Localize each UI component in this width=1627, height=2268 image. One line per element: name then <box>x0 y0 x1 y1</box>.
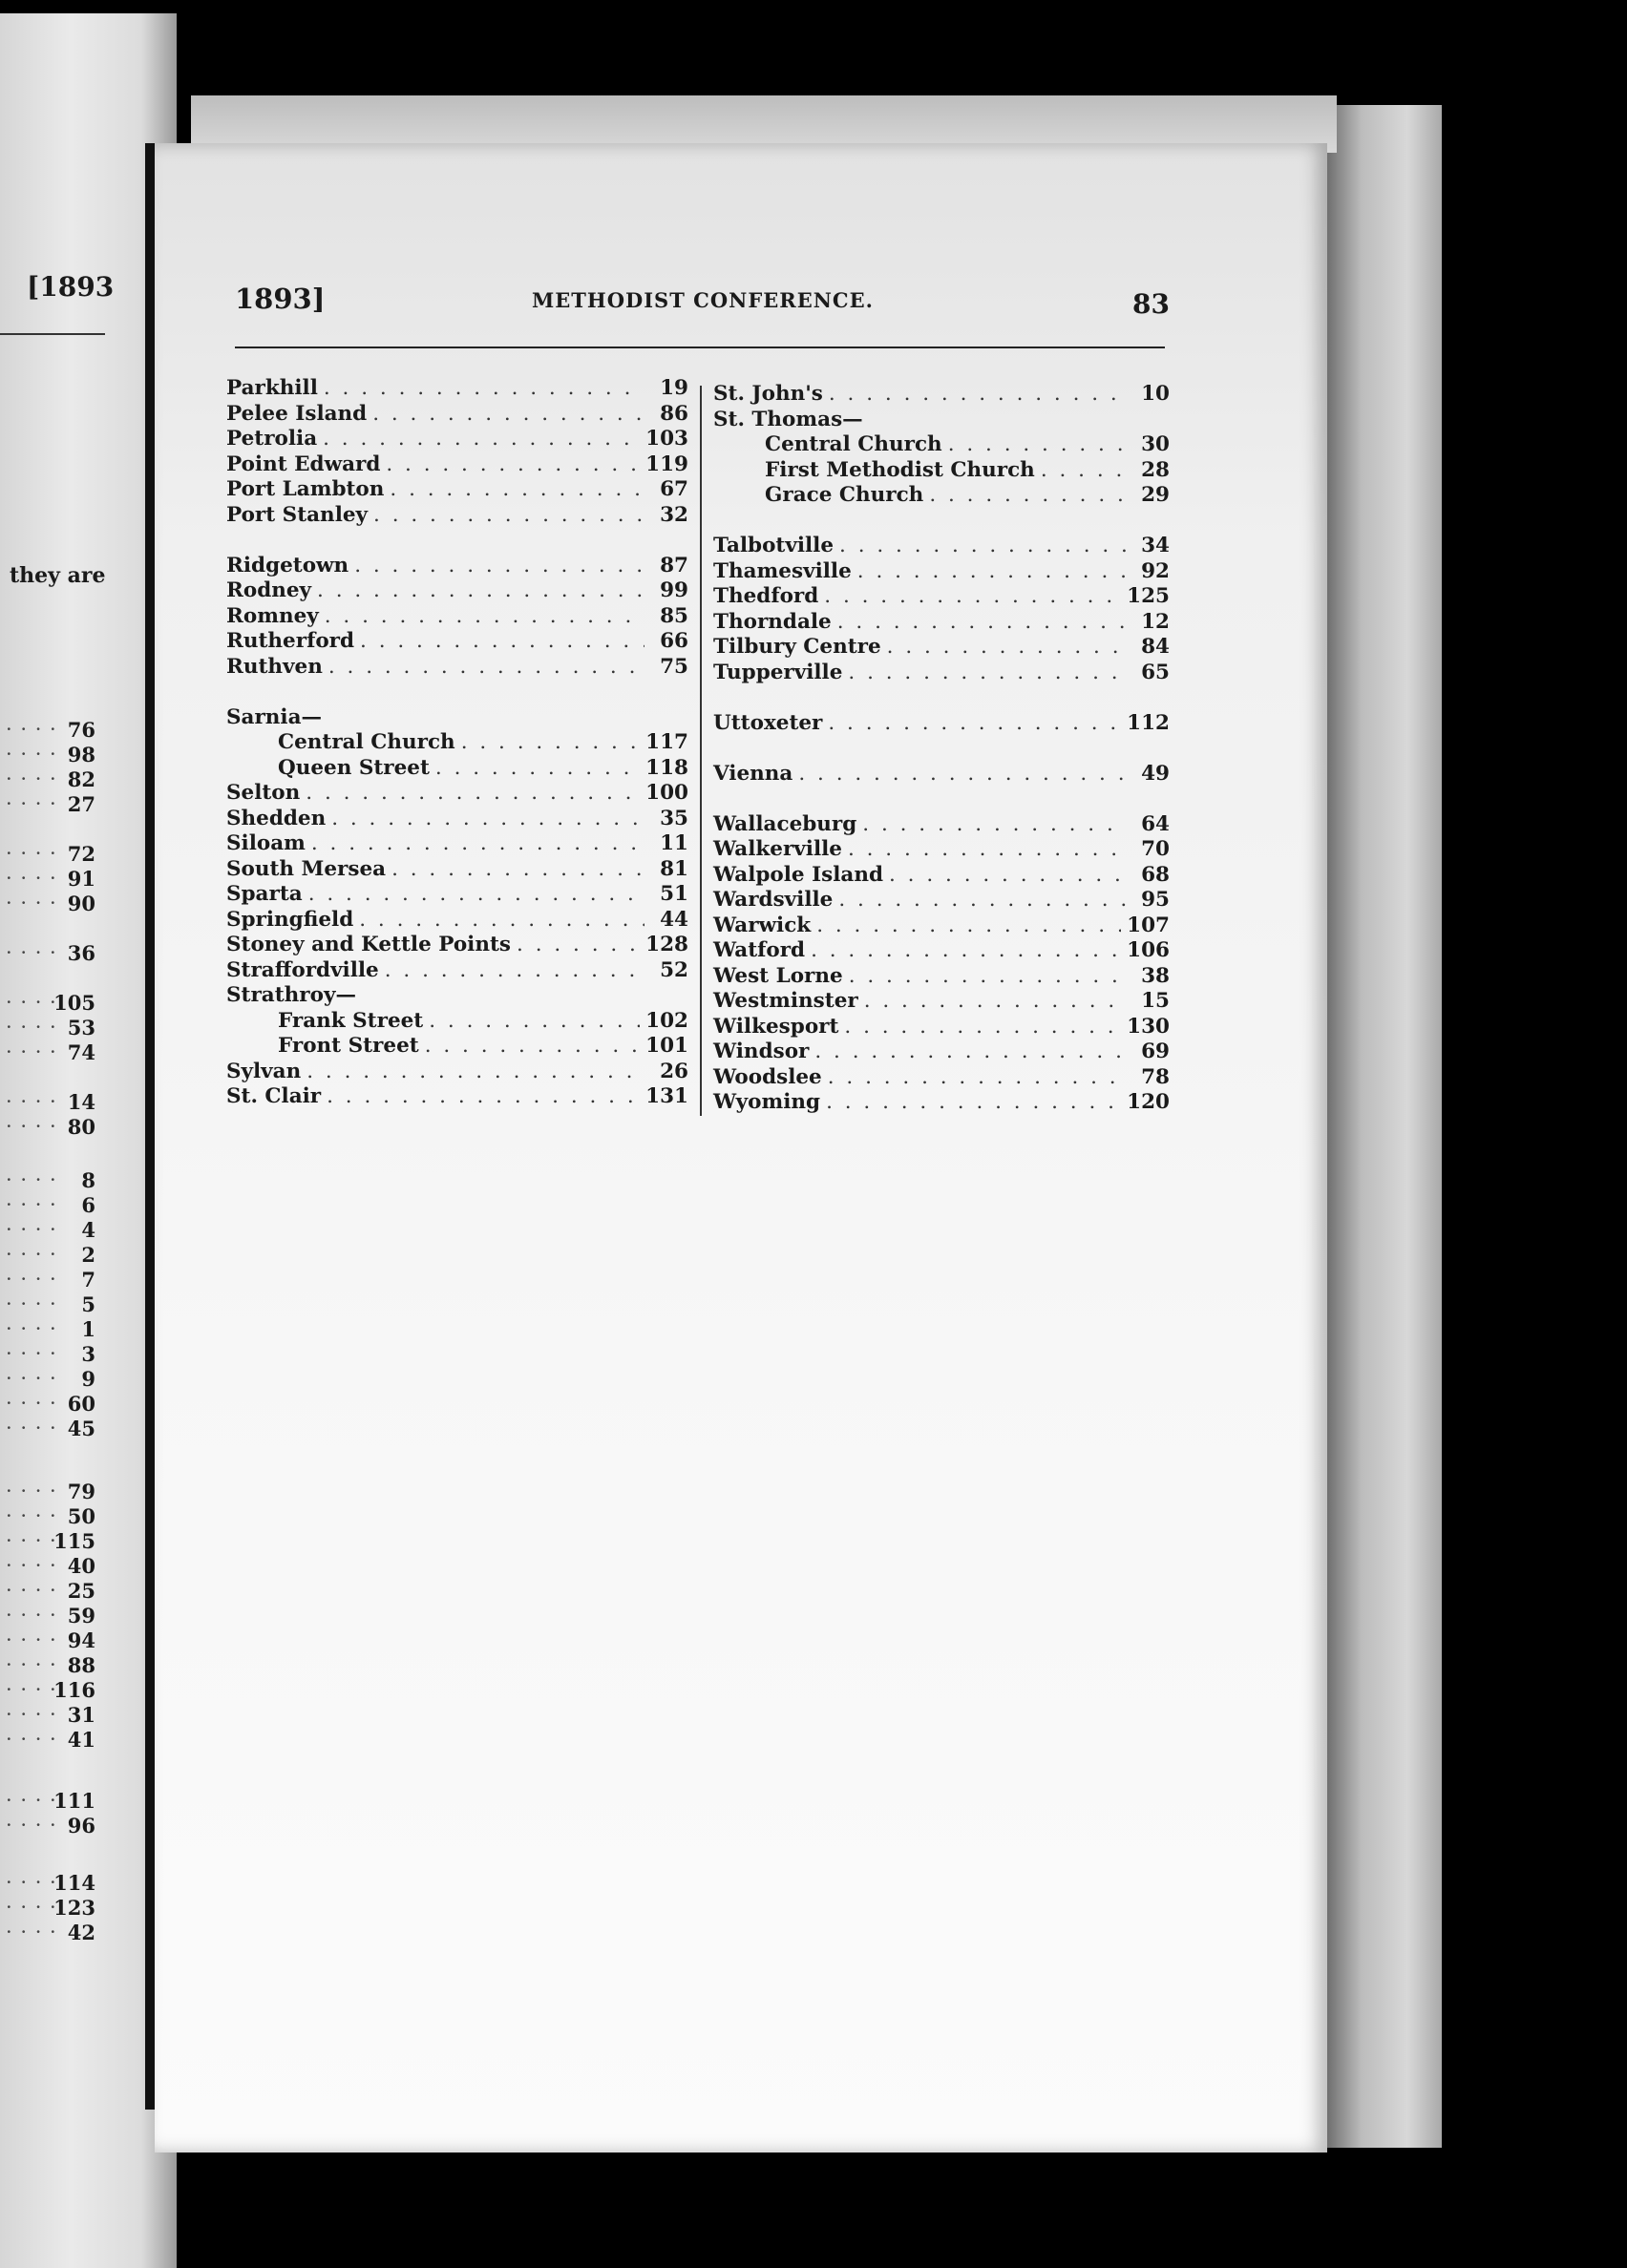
entry-gap <box>226 528 688 554</box>
left-page-number: · · · · 42 <box>0 1921 95 1944</box>
leader-dots <box>814 1040 1126 1065</box>
entry-name: West Lorne <box>713 963 843 988</box>
entry-number: 106 <box>1127 938 1170 962</box>
index-entry <box>713 584 1170 610</box>
column-divider <box>700 386 702 1116</box>
index-entry <box>713 1015 1170 1040</box>
entry-number: 68 <box>1141 862 1170 887</box>
entry-number: 52 <box>660 957 688 982</box>
entry-name: Petrolia <box>226 427 318 451</box>
entry-name: Frank Street <box>278 1008 424 1033</box>
entry-number: 85 <box>660 603 688 628</box>
entry-name: Wyoming <box>713 1090 821 1114</box>
entry-name: Warwick <box>713 913 812 937</box>
entry-name: Thamesville <box>713 558 852 583</box>
entry-number: 28 <box>1141 457 1170 482</box>
entry-name: Ridgetown <box>226 553 349 578</box>
entry-number: 103 <box>645 427 688 451</box>
left-page-number: · · · · 74 <box>0 1040 95 1064</box>
leader-dots <box>837 610 1126 636</box>
index-entry <box>713 1090 1170 1116</box>
left-page-number: · · · · 82 <box>0 767 95 791</box>
leader-dots <box>848 661 1126 686</box>
leader-dots <box>849 964 1126 990</box>
left-page-number: · · · · 91 <box>0 867 95 891</box>
index-entry <box>713 812 1170 838</box>
left-page-number: · · · · 25 <box>0 1579 95 1603</box>
index-entry <box>226 655 688 681</box>
entry-number: 75 <box>660 654 688 679</box>
leader-dots <box>948 432 1126 458</box>
leader-dots <box>816 914 1121 939</box>
left-page-number: · · · · 53 <box>0 1016 95 1040</box>
entry-number: 26 <box>660 1059 688 1083</box>
index-entry <box>226 1009 688 1035</box>
left-page-number: · · · · 50 <box>0 1504 95 1528</box>
entry-gap <box>713 787 1170 812</box>
leader-dots <box>887 635 1126 661</box>
entry-number: 128 <box>645 933 688 956</box>
index-entry <box>226 857 688 883</box>
left-page-number: · · · · 27 <box>0 792 95 816</box>
index-column-left <box>226 376 688 1110</box>
entry-name: Uttoxeter <box>713 710 823 735</box>
left-page-number: · · · · 96 <box>0 1814 95 1838</box>
leader-dots <box>306 1060 644 1085</box>
entry-name: St. Clair <box>226 1084 322 1108</box>
index-entry <box>226 503 688 529</box>
entry-number: 120 <box>1127 1090 1170 1114</box>
leader-dots <box>386 452 640 478</box>
left-page-number: · · · · 114 <box>0 1871 95 1895</box>
entry-number: 65 <box>1141 660 1170 684</box>
entry-name: Stoney and Kettle Points <box>226 933 512 956</box>
entry-number: 29 <box>1141 483 1170 507</box>
entry-name: Sarnia— <box>226 704 323 729</box>
entry-name: Straffordville <box>226 957 379 982</box>
entry-number: 130 <box>1127 1014 1170 1039</box>
index-entry <box>226 629 688 655</box>
index-entry <box>713 863 1170 889</box>
index-entry <box>226 1034 688 1060</box>
index-entry <box>713 964 1170 990</box>
index-entry <box>713 432 1170 458</box>
entry-number: 35 <box>660 806 688 830</box>
index-group-heading <box>713 408 1170 433</box>
entry-number: 131 <box>645 1084 688 1108</box>
entry-number: 10 <box>1141 382 1170 406</box>
leader-dots <box>824 584 1121 610</box>
left-page-rule <box>0 333 105 335</box>
index-entry <box>226 756 688 782</box>
left-page-number: · · · · 80 <box>0 1115 95 1139</box>
leader-dots <box>889 863 1126 889</box>
leader-dots <box>359 908 644 934</box>
leader-dots <box>325 604 644 630</box>
leader-dots <box>391 857 644 883</box>
index-entry <box>713 534 1170 559</box>
entry-name: St. John's <box>713 382 823 406</box>
leader-dots <box>372 402 644 428</box>
entry-number: 107 <box>1127 913 1170 937</box>
entry-number: 44 <box>660 907 688 932</box>
left-page-number: · · · · 8 <box>0 1168 95 1192</box>
left-page-number: · · · · 4 <box>0 1218 95 1242</box>
left-page-number: · · · · 9 <box>0 1367 95 1391</box>
leader-dots <box>828 1065 1126 1091</box>
running-header-title: METHODIST CONFERENCE. <box>532 288 874 312</box>
index-entry <box>226 1084 688 1110</box>
leader-dots <box>331 807 644 832</box>
leader-dots <box>385 958 644 984</box>
left-page-number: · · · · 111 <box>0 1789 95 1813</box>
entry-number: 101 <box>645 1034 688 1058</box>
leader-dots <box>839 534 1126 559</box>
index-group-heading <box>226 705 688 731</box>
left-page-number: · · · · 105 <box>0 991 95 1015</box>
right-page <box>155 143 1327 2152</box>
entry-name: Shedden <box>226 806 327 830</box>
index-entry <box>713 888 1170 914</box>
left-page-number: · · · · 1 <box>0 1317 95 1341</box>
page-edge <box>1327 105 1442 2148</box>
entry-number: 87 <box>660 553 688 578</box>
leader-dots <box>857 559 1126 585</box>
left-page-number: · · · · 41 <box>0 1728 95 1752</box>
index-entry <box>226 604 688 630</box>
left-page-number: · · · · 115 <box>0 1529 95 1553</box>
entry-name: Watford <box>713 938 806 962</box>
left-page-number: · · · · 45 <box>0 1417 95 1440</box>
leader-dots <box>306 781 640 807</box>
index-entry <box>226 376 688 402</box>
left-page-number: · · · · 36 <box>0 941 95 965</box>
index-group-heading <box>226 983 688 1009</box>
entry-name: Rutherford <box>226 629 355 653</box>
book-gutter <box>145 143 155 2110</box>
leader-dots <box>798 762 1126 788</box>
running-header-year: 1893] <box>235 283 326 315</box>
left-page-number: · · · · 76 <box>0 718 95 742</box>
entry-number: 119 <box>645 452 688 476</box>
entry-number: 100 <box>645 781 688 805</box>
leader-dots <box>838 888 1126 914</box>
leader-dots <box>390 477 644 503</box>
leader-dots <box>429 1009 640 1035</box>
left-page-number: · · · · 3 <box>0 1342 95 1366</box>
entry-number: 81 <box>660 856 688 881</box>
entry-number: 70 <box>1141 837 1170 861</box>
left-page-number: · · · · 123 <box>0 1896 95 1920</box>
leader-dots <box>328 655 644 681</box>
left-page-header: [1893 <box>27 271 115 303</box>
entry-number: 11 <box>660 831 688 855</box>
entry-number: 30 <box>1141 432 1170 456</box>
left-page-number: · · · · 59 <box>0 1604 95 1628</box>
entry-number: 95 <box>1141 888 1170 912</box>
leader-dots <box>425 1034 640 1060</box>
index-entry <box>226 477 688 503</box>
entry-number: 118 <box>645 755 688 780</box>
leader-dots <box>848 837 1126 863</box>
index-entry <box>713 382 1170 408</box>
entry-name: Westminster <box>713 989 858 1013</box>
index-entry <box>713 458 1170 484</box>
index-entry <box>713 610 1170 636</box>
page-number: 83 <box>1132 288 1170 320</box>
entry-number: 117 <box>645 730 688 754</box>
index-entry <box>226 958 688 984</box>
index-entry <box>713 914 1170 939</box>
entry-name: South Mersea <box>226 856 387 881</box>
leader-dots <box>324 376 644 402</box>
index-entry <box>226 1060 688 1085</box>
entry-name: Tilbury Centre <box>713 635 881 659</box>
index-entry <box>713 559 1170 585</box>
left-page-number: · · · · 40 <box>0 1554 95 1578</box>
left-page-number: · · · · 7 <box>0 1268 95 1292</box>
index-entry <box>713 837 1170 863</box>
leader-dots <box>811 938 1121 964</box>
index-entry <box>226 831 688 857</box>
entry-name: Walpole Island <box>713 862 884 887</box>
index-entry <box>226 427 688 452</box>
entry-number: 34 <box>1141 534 1170 557</box>
leader-dots <box>323 427 640 452</box>
header-rule <box>235 346 1165 348</box>
leader-dots <box>311 831 644 857</box>
entry-name: Thorndale <box>713 609 832 634</box>
index-entry <box>713 762 1170 788</box>
leader-dots <box>360 629 644 655</box>
entry-number: 78 <box>1141 1064 1170 1089</box>
entry-name: Thedford <box>713 584 819 608</box>
entry-number: 125 <box>1127 584 1170 608</box>
entry-name: Sparta <box>226 882 303 906</box>
entry-name: Wallaceburg <box>713 811 857 836</box>
entry-number: 64 <box>1141 811 1170 836</box>
leader-dots <box>829 382 1126 408</box>
entry-name: Springfield <box>226 907 354 932</box>
entry-name: Central Church <box>765 432 942 456</box>
index-entry <box>226 730 688 756</box>
leader-dots <box>864 989 1126 1015</box>
entry-number: 66 <box>660 629 688 653</box>
entry-name: Vienna <box>713 761 793 786</box>
leader-dots <box>373 503 644 529</box>
entry-name: Port Stanley <box>226 502 369 527</box>
left-page-number: · · · · 60 <box>0 1392 95 1416</box>
entry-name: Romney <box>226 603 319 628</box>
leader-dots <box>862 812 1126 838</box>
left-page-number: · · · · 5 <box>0 1292 95 1316</box>
entry-number: 32 <box>660 502 688 527</box>
entry-name: Queen Street <box>278 755 430 780</box>
index-entry <box>713 661 1170 686</box>
entry-name: Port Lambton <box>226 477 385 501</box>
index-entry <box>226 578 688 604</box>
entry-name: Point Edward <box>226 452 381 476</box>
entry-gap <box>713 736 1170 762</box>
left-page-number: · · · · 116 <box>0 1678 95 1702</box>
left-page-number: · · · · 14 <box>0 1090 95 1114</box>
entry-number: 112 <box>1127 710 1170 735</box>
entry-number: 15 <box>1141 989 1170 1013</box>
entry-name: Rodney <box>226 578 312 602</box>
leader-dots <box>929 483 1126 509</box>
entry-number: 84 <box>1141 635 1170 659</box>
entry-number: 67 <box>660 477 688 501</box>
entry-name: Parkhill <box>226 376 318 400</box>
left-page-number: · · · · 2 <box>0 1243 95 1267</box>
entry-number: 49 <box>1141 761 1170 786</box>
left-page-number: · · · · 88 <box>0 1653 95 1677</box>
entry-name: St. Thomas— <box>713 407 863 431</box>
left-page-number: · · · · 90 <box>0 892 95 915</box>
leader-dots <box>327 1084 640 1110</box>
index-entry <box>713 1040 1170 1065</box>
leader-dots <box>435 756 640 782</box>
entry-number: 86 <box>660 401 688 426</box>
entry-gap <box>226 680 688 705</box>
left-page-text-fragment: they are <box>10 563 106 588</box>
index-entry <box>226 933 688 958</box>
entry-name: Sylvan <box>226 1059 302 1083</box>
leader-dots <box>308 882 644 908</box>
leader-dots <box>844 1015 1121 1040</box>
index-entry <box>226 554 688 579</box>
index-entry <box>226 807 688 832</box>
leader-dots <box>1041 458 1126 484</box>
entry-name: Siloam <box>226 831 306 855</box>
leader-dots <box>317 578 644 604</box>
entry-name: Talbotville <box>713 534 835 557</box>
entry-name: Windsor <box>713 1040 810 1063</box>
leader-dots <box>828 711 1121 737</box>
index-entry <box>713 989 1170 1015</box>
index-column-right <box>713 382 1170 1116</box>
entry-name: Grace Church <box>765 483 924 507</box>
index-entry <box>713 1065 1170 1091</box>
left-page-number: · · · · 98 <box>0 743 95 766</box>
entry-name: Front Street <box>278 1034 419 1058</box>
left-page-number: · · · · 72 <box>0 842 95 866</box>
entry-gap <box>713 685 1170 711</box>
entry-number: 99 <box>660 578 688 602</box>
leader-dots <box>826 1090 1121 1116</box>
index-entry <box>226 882 688 908</box>
entry-name: Tupperville <box>713 660 843 684</box>
left-page-number: · · · · 79 <box>0 1480 95 1503</box>
index-entry <box>226 781 688 807</box>
entry-number: 69 <box>1141 1040 1170 1063</box>
entry-name: Central Church <box>278 730 455 754</box>
left-page-number: · · · · 94 <box>0 1628 95 1652</box>
leader-dots <box>517 933 640 958</box>
entry-number: 51 <box>660 882 688 906</box>
index-entry <box>713 938 1170 964</box>
entry-name: Ruthven <box>226 654 323 679</box>
entry-name: Selton <box>226 781 301 805</box>
index-entry <box>713 635 1170 661</box>
entry-name: Woodslee <box>713 1064 822 1089</box>
leader-dots <box>354 554 644 579</box>
left-page-number: · · · · 31 <box>0 1703 95 1727</box>
scan-border-top <box>0 0 1627 13</box>
left-page-number: · · · · 6 <box>0 1193 95 1217</box>
leader-dots <box>461 730 640 756</box>
entry-number: 38 <box>1141 963 1170 988</box>
entry-name: Strathroy— <box>226 983 356 1007</box>
index-entry <box>713 483 1170 509</box>
entry-number: 92 <box>1141 558 1170 583</box>
entry-number: 12 <box>1141 609 1170 634</box>
entry-name: Walkerville <box>713 837 842 861</box>
entry-name: Wilkesport <box>713 1014 839 1039</box>
index-entry <box>226 402 688 428</box>
entry-number: 19 <box>660 376 688 400</box>
index-entry <box>226 908 688 934</box>
entry-name: First Methodist Church <box>765 457 1035 482</box>
entry-number: 102 <box>645 1008 688 1033</box>
index-entry <box>226 452 688 478</box>
entry-gap <box>713 509 1170 535</box>
index-entry <box>713 711 1170 737</box>
entry-name: Wardsville <box>713 888 834 912</box>
entry-name: Pelee Island <box>226 401 368 426</box>
